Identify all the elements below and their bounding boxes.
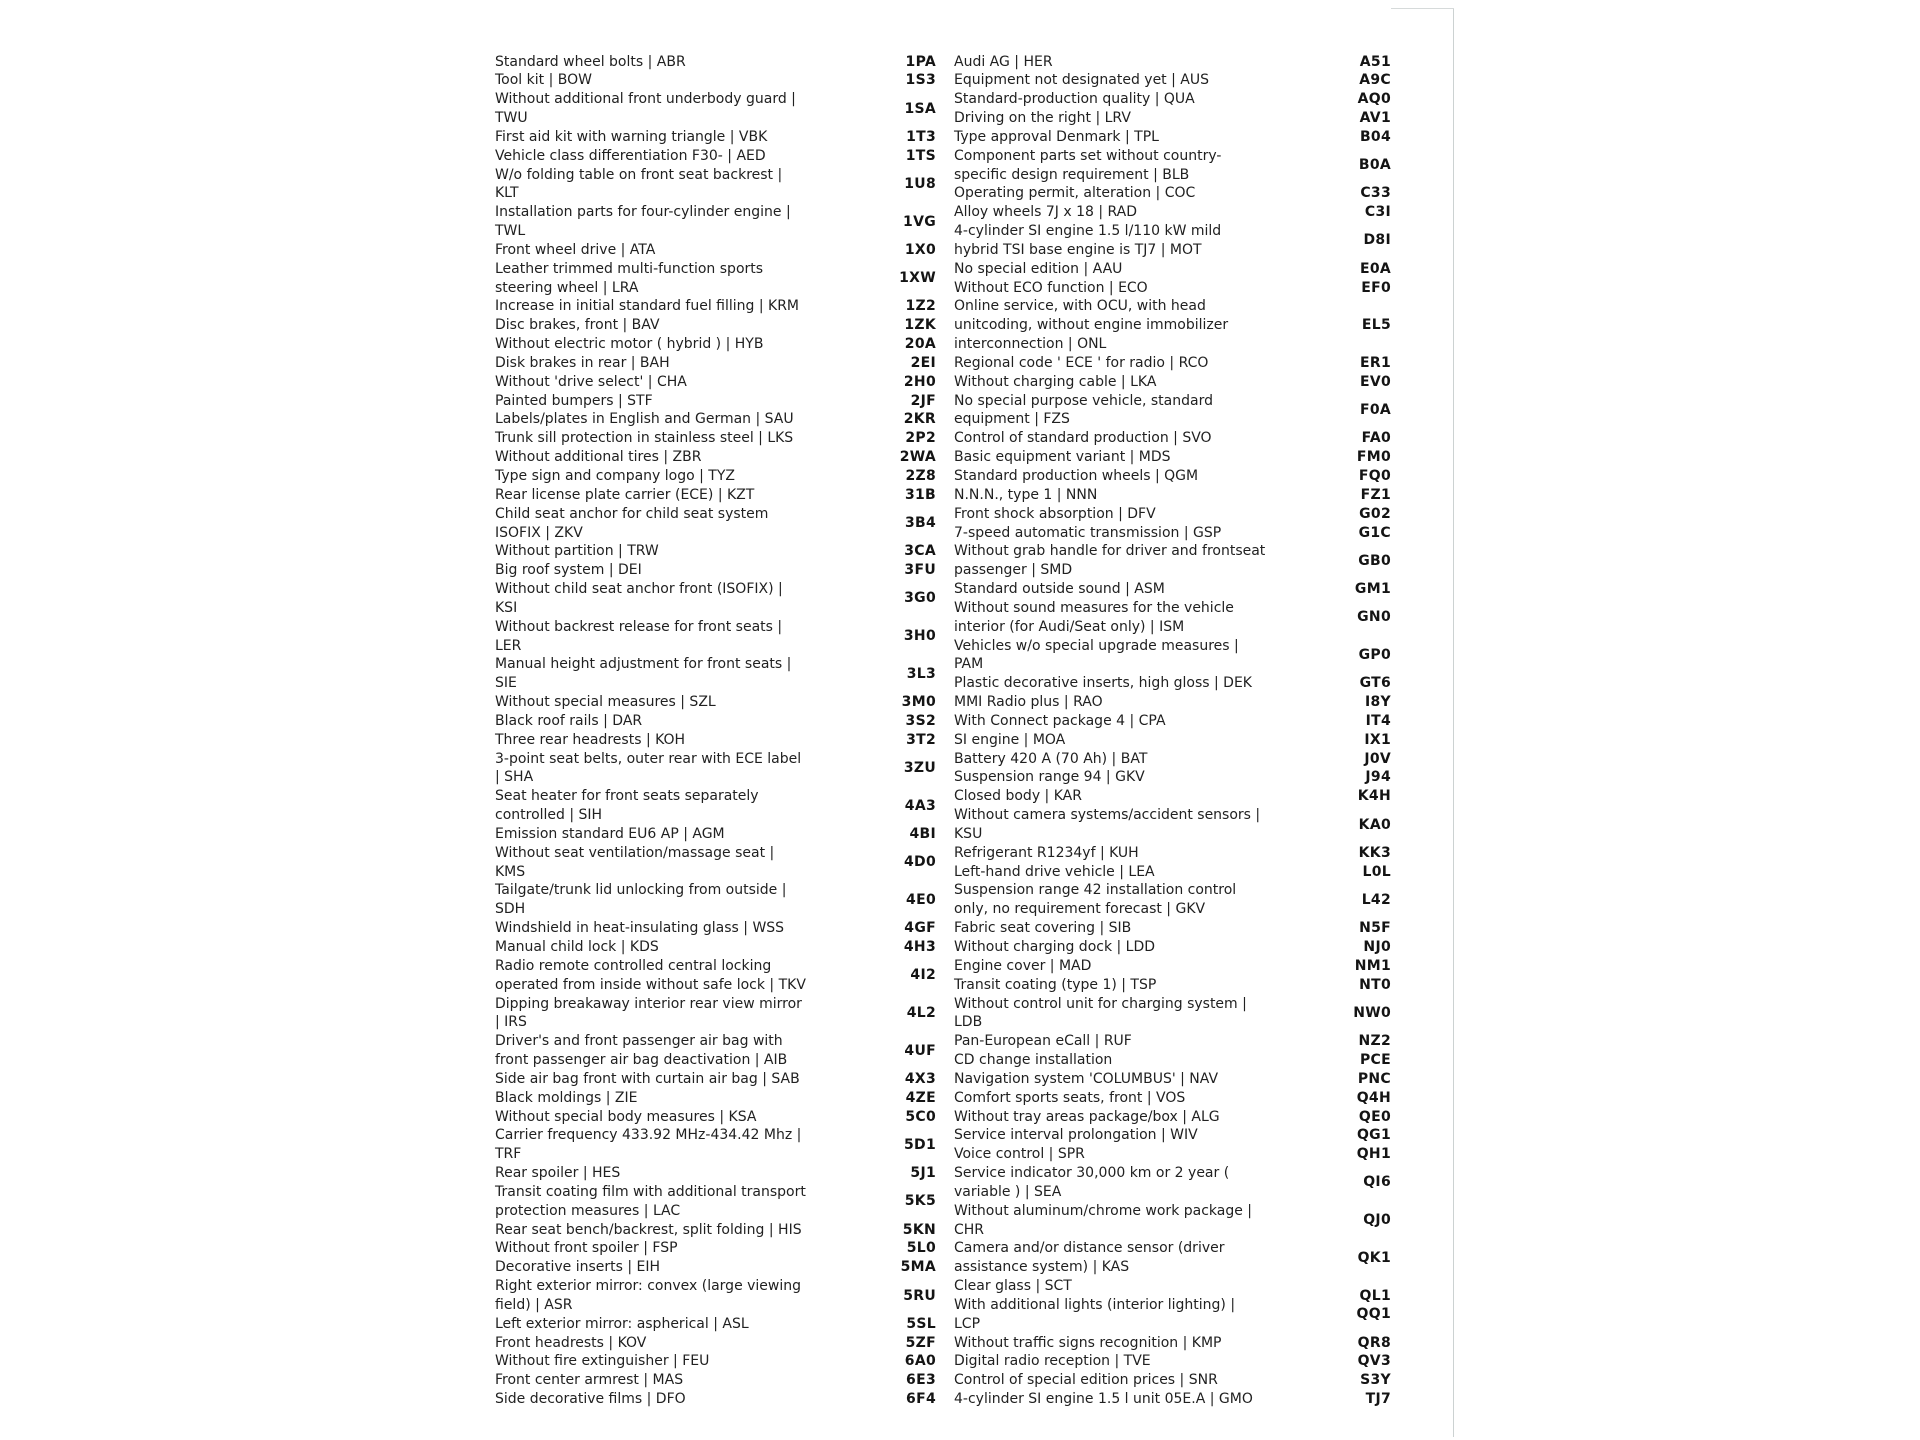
pr-code: 5ZF — [905, 1334, 936, 1351]
description-line: Without additional tires | ZBR — [495, 449, 702, 466]
description-line: With Connect package 4 | CPA — [954, 712, 1166, 729]
description-line: Transit coating (type 1) | TSP — [954, 976, 1157, 993]
equipment-code-column — [1316, 0, 1391, 1440]
description-line: Front wheel drive | ATA — [495, 241, 656, 258]
pr-code: 3L3 — [906, 665, 936, 682]
middle-descriptions-column — [954, 0, 1299, 1440]
description-line: Painted bumpers | STF — [495, 392, 653, 409]
equipment-code: QV3 — [1357, 1353, 1391, 1370]
description-line: Windshield in heat-insulating glass | WSS — [495, 920, 785, 937]
description-line: LER — [495, 637, 522, 654]
description-line: Tailgate/trunk lid unlocking from outside | — [495, 882, 787, 899]
description-line: Without traffic signs recognition | KMP — [954, 1334, 1222, 1351]
description-line: Audi AG | HER — [954, 53, 1053, 70]
pr-code: 3T2 — [906, 731, 936, 748]
description-line: Labels/plates in English and German | SAU — [495, 411, 794, 428]
description-line: Rear spoiler | HES — [495, 1165, 621, 1182]
description-line: Manual height adjustment for front seats | — [495, 656, 792, 673]
description-line: Without camera systems/accident sensors | — [954, 807, 1261, 824]
equipment-code: GP0 — [1358, 646, 1391, 663]
pr-code: 5K5 — [904, 1193, 936, 1210]
pr-code: 3CA — [904, 543, 936, 560]
description-line: LDB — [954, 1014, 983, 1031]
equipment-code: L0L — [1362, 863, 1391, 880]
description-line: variable ) | SEA — [954, 1183, 1062, 1200]
description-line: 7-speed automatic transmission | GSP — [954, 524, 1222, 541]
description-line: Without control unit for charging system | — [954, 995, 1247, 1012]
pr-code: 1Z2 — [905, 298, 936, 315]
description-line: Camera and/or distance sensor (driver — [954, 1240, 1225, 1257]
equipment-code: TJ7 — [1365, 1391, 1391, 1408]
pr-code: 1VG — [903, 213, 936, 230]
equipment-code: ER1 — [1360, 354, 1391, 371]
pr-code: 4A3 — [904, 797, 936, 814]
description-line: Front headrests | KOV — [495, 1334, 647, 1351]
description-line: Driving on the right | LRV — [954, 110, 1131, 127]
description-line: Without electric motor ( hybrid ) | HYB — [495, 336, 764, 353]
description-line: steering wheel | LRA — [495, 279, 639, 296]
equipment-code: FQ0 — [1358, 467, 1391, 484]
description-line: Black roof rails | DAR — [495, 712, 643, 729]
equipment-code: J94 — [1365, 769, 1391, 786]
pr-code: 2WA — [899, 449, 936, 466]
pr-code: 1U8 — [904, 175, 936, 192]
description-line: Voice control | SPR — [954, 1146, 1085, 1163]
description-line: Without tray areas package/box | ALG — [954, 1108, 1220, 1125]
description-line: interconnection | ONL — [954, 336, 1107, 353]
description-line: Service indicator 30,000 km or 2 year ( — [954, 1165, 1230, 1182]
equipment-code: PNC — [1357, 1070, 1391, 1087]
equipment-code: NJ0 — [1363, 938, 1391, 955]
equipment-code: G02 — [1359, 505, 1391, 522]
description-line: ISOFIX | ZKV — [495, 524, 583, 541]
equipment-code: G1C — [1358, 524, 1391, 541]
description-line: Plastic decorative inserts, high gloss | DEK — [954, 675, 1252, 692]
description-line: Without ECO function | ECO — [954, 279, 1148, 296]
description-line: First aid kit with warning triangle | VBK — [495, 128, 768, 145]
description-line: front passenger air bag deactivation | AIB — [495, 1052, 788, 1069]
description-line: Control of special edition prices | SNR — [954, 1372, 1218, 1389]
pr-code: 1PA — [905, 53, 936, 70]
description-line: No special purpose vehicle, standard — [954, 392, 1213, 409]
description-line: 3-point seat belts, outer rear with ECE label — [495, 750, 802, 767]
description-line: Type approval Denmark | TPL — [954, 128, 1159, 145]
equipment-code: FZ1 — [1360, 486, 1391, 503]
description-line: Front shock absorption | DFV — [954, 505, 1156, 522]
equipment-code: QH1 — [1356, 1146, 1391, 1163]
description-line: Online service, with OCU, with head — [954, 298, 1206, 315]
description-line: Control of standard production | SVO — [954, 430, 1212, 447]
equipment-code: B0A — [1358, 157, 1391, 174]
pr-code: 4D0 — [903, 854, 936, 871]
equipment-code: GB0 — [1358, 552, 1391, 569]
equipment-code: QE0 — [1358, 1108, 1391, 1125]
pr-code: 2KR — [903, 411, 936, 428]
pr-code: 6A0 — [904, 1353, 936, 1370]
description-line: With additional lights (interior lighting) | — [954, 1296, 1236, 1313]
equipment-code: FA0 — [1361, 430, 1391, 447]
description-line: Engine cover | MAD — [954, 957, 1092, 974]
description-line: Vehicle class differentiation F30- | AED — [495, 147, 766, 164]
equipment-code: GN0 — [1357, 609, 1391, 626]
description-line: hybrid TSI base engine is TJ7 | MOT — [954, 241, 1202, 258]
equipment-code: AV1 — [1359, 110, 1391, 127]
description-line: 4-cylinder SI engine 1.5 l unit 05E.A | GMO — [954, 1391, 1253, 1408]
description-line: Without charging cable | LKA — [954, 373, 1157, 390]
description-line: specific design requirement | BLB — [954, 166, 1190, 183]
pr-code: 3B4 — [904, 515, 936, 532]
description-line: Without fire extinguisher | FEU — [495, 1353, 710, 1370]
description-line: Without aluminum/chrome work package | — [954, 1202, 1253, 1219]
description-line: Black moldings | ZIE — [495, 1089, 638, 1106]
equipment-code: Q4H — [1356, 1089, 1391, 1106]
description-line: Without front spoiler | FSP — [495, 1240, 678, 1257]
equipment-code: K4H — [1357, 788, 1391, 805]
pr-code: 4H3 — [903, 938, 936, 955]
description-line: assistance system) | KAS — [954, 1259, 1130, 1276]
equipment-code: NW0 — [1353, 1004, 1391, 1021]
description-line: Big roof system | DEI — [495, 562, 642, 579]
description-line: | SHA — [495, 769, 534, 786]
description-line: interior (for Audi/Seat only) | ISM — [954, 618, 1185, 635]
pr-code: 5MA — [900, 1259, 936, 1276]
pr-code: 3M0 — [901, 694, 936, 711]
description-line: Tool kit | BOW — [495, 72, 592, 89]
description-line: Standard wheel bolts | ABR — [495, 53, 686, 70]
equipment-code: J0V — [1364, 750, 1391, 767]
description-line: Without 'drive select' | CHA — [495, 373, 687, 390]
description-line: TWU — [495, 110, 528, 127]
equipment-code: NT0 — [1359, 976, 1391, 993]
pr-code: 2JF — [910, 392, 936, 409]
description-line: Standard outside sound | ASM — [954, 581, 1165, 598]
pr-code: 5KN — [902, 1221, 936, 1238]
pr-code: 4ZE — [905, 1089, 936, 1106]
pr-code: 5D1 — [903, 1136, 936, 1153]
description-line: Left-hand drive vehicle | LEA — [954, 863, 1155, 880]
equipment-code: S3Y — [1360, 1372, 1391, 1389]
description-line: KSI — [495, 599, 518, 616]
equipment-code: EL5 — [1361, 317, 1391, 334]
description-line: Component parts set without country- — [954, 147, 1222, 164]
description-line: Basic equipment variant | MDS — [954, 449, 1171, 466]
description-line: SI engine | MOA — [954, 731, 1066, 748]
description-line: KMS — [495, 863, 526, 880]
description-line: CHR — [954, 1221, 985, 1238]
description-line: Without grab handle for driver and frontseat — [954, 543, 1266, 560]
description-line: Without partition | TRW — [495, 543, 659, 560]
pr-code: 1X0 — [904, 241, 936, 258]
pr-code: 5RU — [903, 1287, 936, 1304]
pr-code: 1XW — [899, 270, 936, 287]
equipment-code: FM0 — [1356, 449, 1391, 466]
description-line: Radio remote controlled central locking — [495, 957, 772, 974]
description-line: Type sign and company logo | TYZ — [495, 467, 735, 484]
equipment-code: C3I — [1364, 204, 1391, 221]
description-line: Dipping breakaway interior rear view mirror — [495, 995, 802, 1012]
equipment-code: AQ0 — [1357, 91, 1391, 108]
equipment-code: QL1 — [1359, 1287, 1391, 1304]
pr-code: 5C0 — [905, 1108, 936, 1125]
page-top-border-line — [1391, 8, 1454, 9]
description-line: Equipment not designated yet | AUS — [954, 72, 1210, 89]
description-line: Transit coating film with additional transport — [495, 1183, 806, 1200]
pr-code: 4X3 — [904, 1070, 936, 1087]
description-line: TRF — [495, 1146, 522, 1163]
pr-code: 6F4 — [906, 1391, 936, 1408]
pr-code: 5SL — [906, 1315, 936, 1332]
description-line: Carrier frequency 433.92 MHz-434.42 Mhz | — [495, 1127, 802, 1144]
equipment-code: D8I — [1363, 232, 1391, 249]
description-line: KLT — [495, 185, 519, 202]
description-line: Without special body measures | KSA — [495, 1108, 757, 1125]
description-line: KSU — [954, 825, 983, 842]
description-line: Leather trimmed multi-function sports — [495, 260, 764, 277]
description-line: Standard-production quality | QUA — [954, 91, 1195, 108]
description-line: Front center armrest | MAS — [495, 1372, 684, 1389]
description-line: N.N.N., type 1 | NNN — [954, 486, 1098, 503]
equipment-code: QR8 — [1357, 1334, 1391, 1351]
equipment-code: IT4 — [1365, 712, 1391, 729]
equipment-code: N5F — [1359, 920, 1391, 937]
equipment-code: B04 — [1359, 128, 1391, 145]
description-line: Emission standard EU6 AP | AGM — [495, 825, 725, 842]
pr-code: 2EI — [910, 354, 936, 371]
description-line: Refrigerant R1234yf | KUH — [954, 844, 1139, 861]
description-line: Fabric seat covering | SIB — [954, 920, 1132, 937]
description-line: Without charging dock | LDD — [954, 938, 1156, 955]
equipment-code: L42 — [1361, 891, 1391, 908]
pr-code: 3S2 — [905, 712, 936, 729]
description-line: Without seat ventilation/massage seat | — [495, 844, 775, 861]
description-line: Manual child lock | KDS — [495, 938, 659, 955]
pr-code: 4L2 — [906, 1004, 936, 1021]
description-line: Decorative inserts | EIH — [495, 1259, 661, 1276]
equipment-code: EF0 — [1361, 279, 1391, 296]
description-line: controlled | SIH — [495, 807, 603, 824]
description-line: only, no requirement forecast | GKV — [954, 901, 1206, 918]
pr-code: 4I2 — [910, 967, 936, 984]
pr-code: 4UF — [904, 1042, 936, 1059]
description-line: PAM — [954, 656, 984, 673]
pr-code: 5J1 — [910, 1165, 936, 1182]
pr-code: 4E0 — [906, 891, 936, 908]
description-line: Trunk sill protection in stainless steel | LKS — [495, 430, 794, 447]
description-line: Suspension range 42 installation control — [954, 882, 1237, 899]
pr-code: 4GF — [904, 920, 936, 937]
equipment-code: PCE — [1360, 1052, 1391, 1069]
description-line: Battery 420 A (70 Ah) | BAT — [954, 750, 1148, 767]
description-line: Side decorative films | DFO — [495, 1391, 686, 1408]
equipment-code: F0A — [1359, 402, 1391, 419]
description-line: Pan-European eCall | RUF — [954, 1033, 1132, 1050]
equipment-code: EV0 — [1359, 373, 1391, 390]
description-line: Navigation system 'COLUMBUS' | NAV — [954, 1070, 1219, 1087]
description-line: SIE — [495, 675, 517, 692]
pr-code: 20A — [904, 336, 936, 353]
description-line: Without additional front underbody guard | — [495, 91, 796, 108]
description-line: No special edition | AAU — [954, 260, 1123, 277]
description-line: Right exterior mirror: convex (large viewing — [495, 1278, 802, 1295]
equipment-code: I8Y — [1365, 694, 1391, 711]
equipment-code: IX1 — [1364, 731, 1391, 748]
equipment-code: QG1 — [1356, 1127, 1391, 1144]
description-line: | IRS — [495, 1014, 527, 1031]
equipment-code: GM1 — [1354, 581, 1391, 598]
description-line: SDH — [495, 901, 526, 918]
description-line: Rear seat bench/backrest, split folding | HIS — [495, 1221, 802, 1238]
page-right-border-line — [1453, 8, 1454, 1437]
description-line: unitcoding, without engine immobilizer — [954, 317, 1229, 334]
description-line: Increase in initial standard fuel filling | KRM — [495, 298, 800, 315]
description-line: Installation parts for four-cylinder engine | — [495, 204, 791, 221]
pr-code: 3G0 — [904, 590, 936, 607]
description-line: Clear glass | SCT — [954, 1278, 1072, 1295]
description-line: Without backrest release for front seats | — [495, 618, 783, 635]
description-line: Operating permit, alteration | COC — [954, 185, 1196, 202]
pr-code: 4BI — [909, 825, 936, 842]
description-line: LCP — [954, 1315, 981, 1332]
description-line: TWL — [495, 223, 526, 240]
equipment-code: A51 — [1359, 53, 1391, 70]
equipment-code: NM1 — [1354, 957, 1391, 974]
equipment-code: KA0 — [1358, 816, 1391, 833]
description-line: Regional code ' ECE ' for radio | RCO — [954, 354, 1209, 371]
description-line: Disk brakes in rear | BAH — [495, 354, 670, 371]
pr-code: 1TS — [905, 147, 936, 164]
description-line: Service interval prolongation | WIV — [954, 1127, 1198, 1144]
pr-code: 1S3 — [905, 72, 936, 89]
description-line: MMI Radio plus | RAO — [954, 694, 1103, 711]
equipment-code: QQ1 — [1356, 1306, 1391, 1323]
description-line: Side air bag front with curtain air bag | SAB — [495, 1070, 800, 1087]
pr-code-column — [866, 0, 936, 1440]
pr-code: 3FU — [904, 562, 936, 579]
pr-code: 31B — [904, 486, 936, 503]
description-line: field) | ASR — [495, 1296, 573, 1313]
description-line: Disc brakes, front | BAV — [495, 317, 660, 334]
description-line: Comfort sports seats, front | VOS — [954, 1089, 1186, 1106]
pr-code: 2H0 — [903, 373, 936, 390]
pr-code: 3ZU — [903, 760, 936, 776]
equipment-code: GT6 — [1359, 675, 1391, 692]
equipment-code: A9C — [1359, 72, 1391, 89]
description-line: Left exterior mirror: aspherical | ASL — [495, 1315, 749, 1332]
description-line: 4-cylinder SI engine 1.5 l/110 kW mild — [954, 223, 1222, 240]
description-line: W/o folding table on front seat backrest | — [495, 166, 783, 183]
equipment-code: QK1 — [1357, 1249, 1391, 1266]
equipment-code: C33 — [1360, 185, 1391, 202]
equipment-code: NZ2 — [1358, 1033, 1391, 1050]
equipment-code: QJ0 — [1363, 1212, 1391, 1229]
equipment-code: QI6 — [1363, 1174, 1391, 1191]
description-line: protection measures | LAC — [495, 1202, 681, 1219]
description-line: Vehicles w/o special upgrade measures | — [954, 637, 1239, 654]
description-line: Suspension range 94 | GKV — [954, 769, 1145, 786]
left-descriptions-column — [495, 0, 825, 1440]
description-line: Without child seat anchor front (ISOFIX) | — [495, 581, 783, 598]
description-line: passenger | SMD — [954, 562, 1073, 579]
pr-code: 2Z8 — [905, 467, 936, 484]
equipment-code: KK3 — [1358, 844, 1391, 861]
description-line: Child seat anchor for child seat system — [495, 505, 769, 522]
description-line: Standard production wheels | QGM — [954, 467, 1199, 484]
description-line: equipment | FZS — [954, 411, 1070, 428]
pr-code: 1T3 — [906, 128, 936, 145]
description-line: Without special measures | SZL — [495, 694, 716, 711]
pr-code: 6E3 — [906, 1372, 936, 1389]
pr-code: 5L0 — [906, 1240, 936, 1257]
description-line: Rear license plate carrier (ECE) | KZT — [495, 486, 755, 503]
pr-code: 1SA — [904, 100, 936, 117]
pr-code: 3H0 — [903, 628, 936, 645]
pr-code: 2P2 — [905, 430, 936, 447]
description-line: CD change installation — [954, 1052, 1113, 1069]
description-line: Digital radio reception | TVE — [954, 1353, 1151, 1370]
description-line: Three rear headrests | KOH — [495, 731, 686, 748]
description-line: Alloy wheels 7J x 18 | RAD — [954, 204, 1138, 221]
description-line: Closed body | KAR — [954, 788, 1082, 805]
description-line: operated from inside without safe lock | TKV — [495, 976, 806, 993]
pr-code: 1ZK — [904, 317, 936, 334]
description-line: Without sound measures for the vehicle — [954, 599, 1234, 616]
description-line: Driver's and front passenger air bag with — [495, 1033, 783, 1050]
equipment-code: E0A — [1359, 260, 1391, 277]
description-line: Seat heater for front seats separately — [495, 788, 759, 805]
